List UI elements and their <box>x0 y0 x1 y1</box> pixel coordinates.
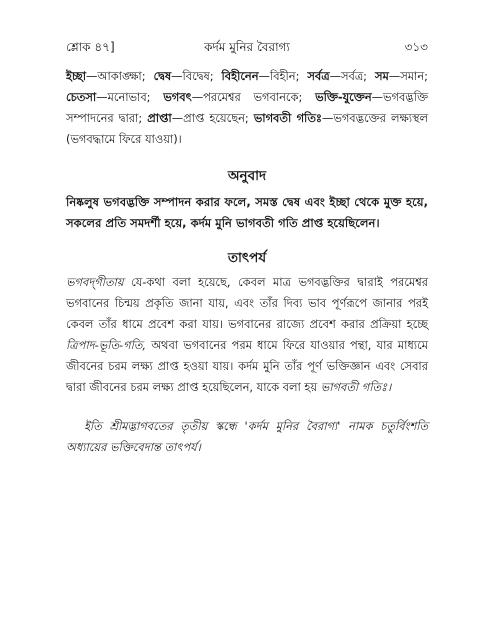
page-header <box>66 38 428 56</box>
purport-segment: অথবা ভগবানের পরম ধামে ফিরে যাওয়ার পন্থা, যার মাধ্যমে জীবনের চরম লক্ষ্য প্রাপ্ত হওয়া যায়। কর্দম মুনি তাঁর পূর্ণ ভক্তিজ্ঞান এবং সেবার দ্বারা জীবনের চরম লক্ষ্য প্রাপ্ত হয়েছিলেন, যাকে বলা হয় <box>66 338 428 394</box>
sanskrit-term: ভাগবতী গতিঃ। <box>320 380 392 394</box>
glossary-term: ভগবৎ <box>163 90 192 104</box>
purport-text <box>66 272 428 398</box>
glossary-meaning: বিদ্বেষ; <box>182 69 222 83</box>
glossary-meaning: ভগবদ্ভক্তি সম্পাদনের দ্বারা; <box>66 90 429 125</box>
glossary-term: সর্বত্র <box>307 69 330 83</box>
glossary-meaning: পরমেশ্বর ভগবানকে; <box>203 90 316 104</box>
page-number: ৩১৩ <box>404 40 428 54</box>
translation-heading: অনুবাদ <box>227 168 267 184</box>
glossary-term: বিহীনেন <box>221 69 259 83</box>
book-title: ভগবদ্‌গীতায় <box>66 275 124 289</box>
purport-segment: যে-কথা বলা হয়েছে, কেবল মাত্র ভগবদ্ভক্তির দ্বারাই পরমেশ্বর ভগবানের চিন্ময় প্রকৃতি জানা যায়, এবং তাঁর দিব্য ভাব পূর্ণরূপে জানার পরই কেবল তাঁর ধামে প্রবেশ করা যায়। ভগবানের রাজ্যে প্রবেশ করার প্রক্রিয়া হচ্ছে <box>66 275 428 331</box>
glossary-term: চেতসা <box>66 90 97 104</box>
word-glossary: ইচ্ছা—আকাঙ্ক্ষা; দ্বেষ—বিদ্বেষ; বিহীনেন—বিহীন; সর্বত্র—সর্বত্র; সম—সমান; চেতসা—মনোভাব; ভগবৎ—পরমেশ্বর ভগবানকে; ভক্তি-যুক্তেন—ভগবদ্ভক্তি সম্পাদনের দ্বারা; প্রাপ্তা—প্রাপ্ত হয়েছেন; ভাগবতী গতিঃ—ভগবদ্ভক্তের লক্ষ্যস্থল (ভগবদ্ধামে ফিরে যাওয়া)। <box>66 69 429 146</box>
glossary-meaning: বিহীন; <box>269 69 308 83</box>
glossary-term: ভক্তি-যুক্তেন <box>315 90 372 104</box>
glossary-meaning: সর্বত্র; <box>340 69 375 83</box>
page-content <box>66 66 428 458</box>
translation-text: নিষ্কলুষ ভগবদ্ভক্তি সম্পাদন করার ফলে, সমস্ত দ্বেষ এবং ইচ্ছা থেকে মুক্ত হয়ে, সকলের প্রতি সমদর্শী হয়ে, কর্দম মুনি ভাগবতী গতি প্রাপ্ত হয়েছিলেন। <box>66 195 428 230</box>
glossary-meaning: ভগবদ্ভক্তের লক্ষ্যস্থল (ভগবদ্ধামে ফিরে যাওয়া)। <box>66 111 429 146</box>
glossary-term: ভাগবতী গতিঃ <box>253 111 322 125</box>
chapter-colophon: ইতি শ্রীমদ্ভাগবতের তৃতীয় স্কন্ধে 'কর্দম মুনির বৈরাগ্য' নামক চতুর্বিংশতি অধ্যায়ের ভক্তিবেদান্ত তাৎপর্য। <box>66 419 428 454</box>
glossary-term: ইচ্ছা <box>66 69 87 83</box>
glossary-term: সম <box>374 69 389 83</box>
glossary-meaning: সমান; <box>400 69 428 83</box>
sanskrit-term: ত্রিপাদ-ভূতি-গতি, <box>66 338 147 352</box>
chapter-title: কর্দম মুনির বৈরাগ্য <box>204 40 290 54</box>
purport-heading: তাৎপর্য <box>227 250 267 266</box>
glossary-term: দ্বেষ <box>153 69 172 83</box>
glossary-meaning: আকাঙ্ক্ষা; <box>97 69 154 83</box>
glossary-meaning: প্রাপ্ত হয়েছেন; <box>183 111 254 125</box>
glossary-term: প্রাপ্তা <box>147 111 172 125</box>
glossary-meaning: মনোভাব; <box>107 90 164 104</box>
verse-reference: শ্লোক ৪৭] <box>66 40 115 54</box>
